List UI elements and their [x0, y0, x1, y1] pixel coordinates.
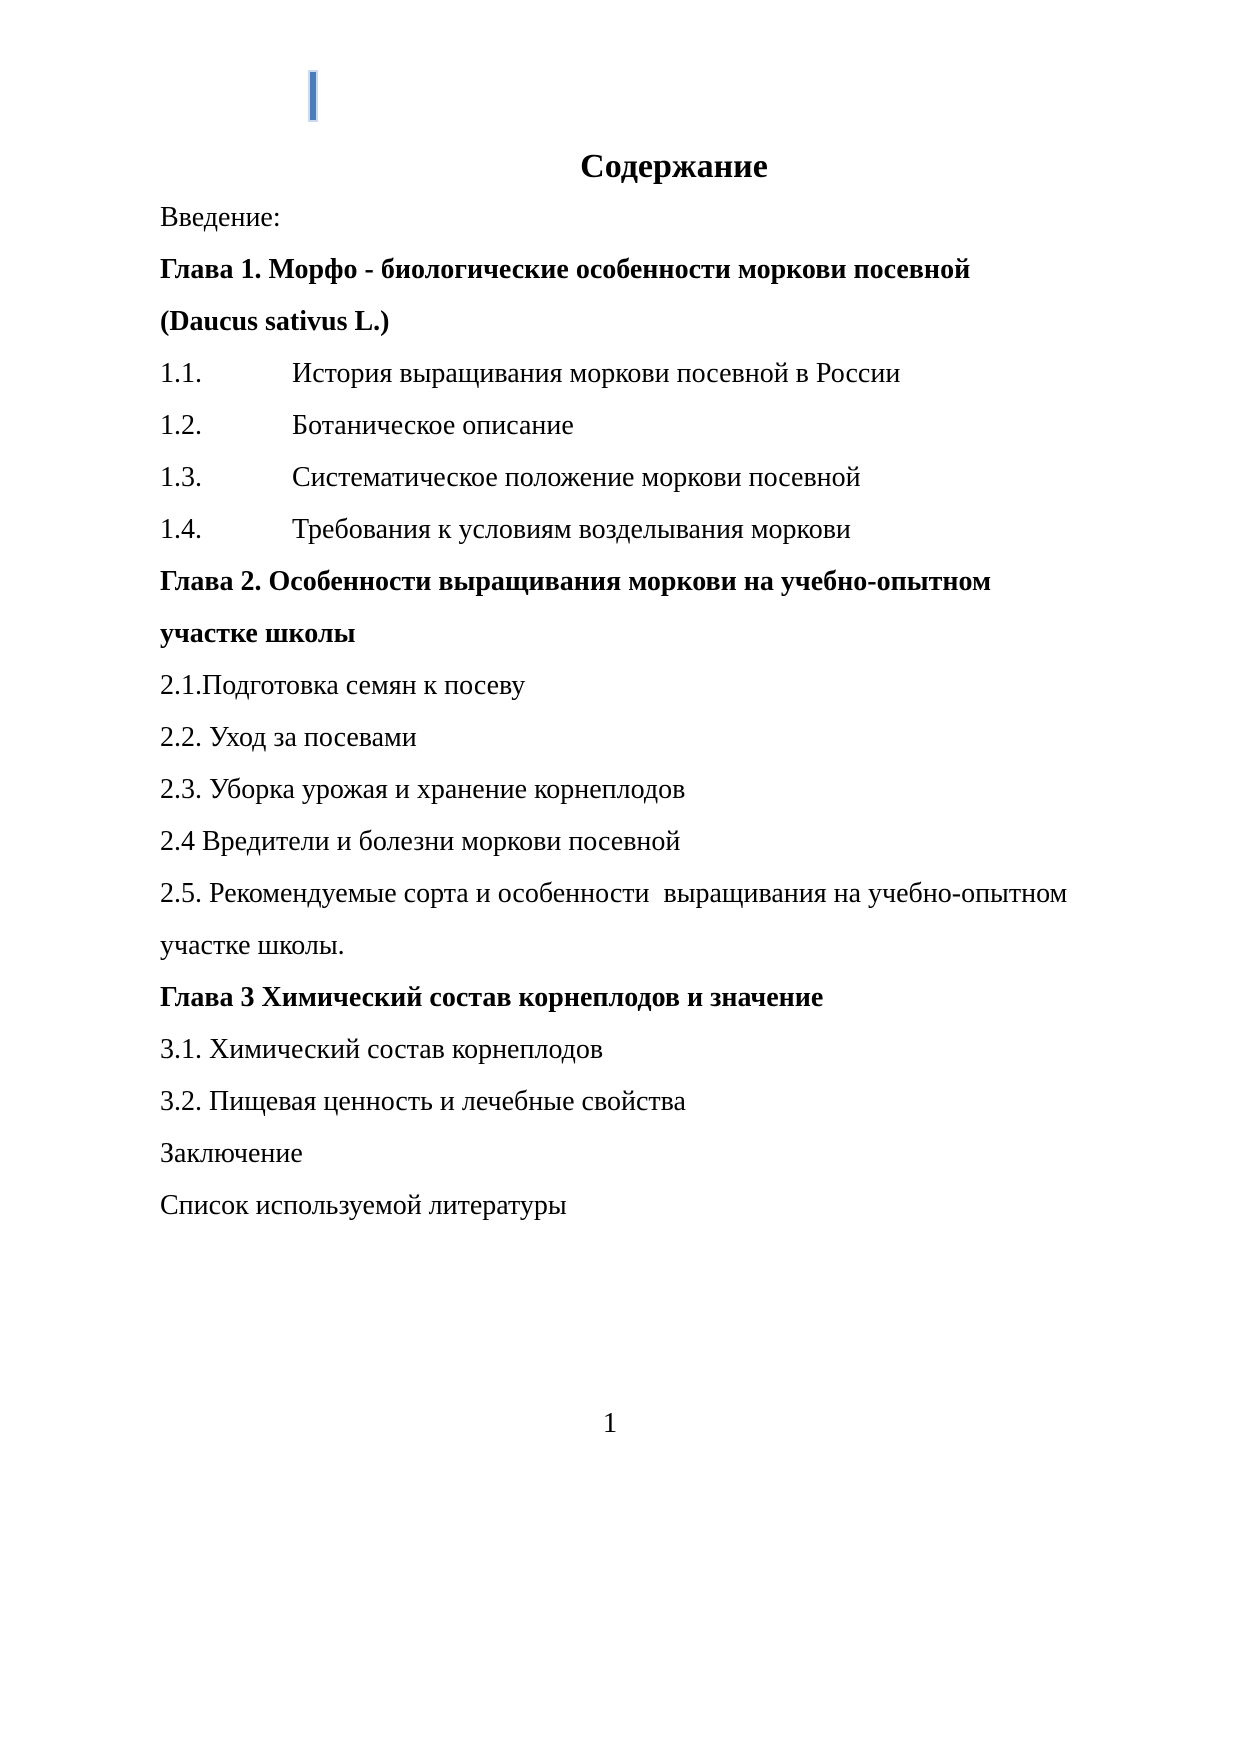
toc-line-1-2[interactable] — [160, 400, 1060, 452]
toc-item-number: 1.1. — [160, 358, 202, 389]
toc-line-2-2[interactable]: 2.2. Уход за посевами — [160, 722, 417, 753]
toc-item-text: История выращивания моркови посевной в России — [292, 358, 901, 389]
toc-line-1-3[interactable] — [160, 452, 1060, 504]
toc-line-chapter-3[interactable]: Глава 3 Химический состав корнеплодов и значение — [160, 982, 824, 1013]
toc-line-chapter-2[interactable]: Глава 2. Особенности выращивания моркови на учебно-опытном — [160, 566, 992, 597]
toc-line-1-4[interactable] — [160, 504, 1060, 556]
toc-line-2-5-cont[interactable]: участке школы. — [160, 930, 345, 961]
toc-item-number: 1.3. — [160, 462, 202, 493]
toc-line-chapter-2-cont[interactable]: участке школы — [160, 618, 356, 649]
text-cursor-caret — [310, 72, 316, 120]
toc-line-1-1[interactable] — [160, 348, 1060, 400]
toc-line-chapter-1[interactable]: Глава 1. Морфо - биологические особенности моркови посевной — [160, 254, 971, 285]
toc-item-text: Требования к условиям возделывания моркови — [292, 514, 851, 545]
toc-line-bibliography[interactable]: Список используемой литературы — [160, 1190, 567, 1221]
toc-item-number: 1.4. — [160, 514, 202, 545]
page-title: Содержание — [580, 148, 768, 185]
toc-item-text: Систематическое положение моркови посевной — [292, 462, 861, 493]
toc-line-conclusion[interactable]: Заключение — [160, 1138, 303, 1169]
toc-item-number: 1.2. — [160, 410, 202, 441]
page-number: 1 — [602, 1407, 618, 1439]
toc-line-3-1[interactable]: 3.1. Химический состав корнеплодов — [160, 1034, 604, 1065]
toc-line-2-1[interactable]: 2.1.Подготовка семян к посеву — [160, 670, 526, 701]
document-content — [160, 142, 1068, 1232]
toc-line-3-2[interactable]: 3.2. Пищевая ценность и лечебные свойства — [160, 1086, 686, 1117]
toc-line-chapter-1-latin[interactable]: (Daucus sativus L.) — [160, 306, 390, 337]
toc-line-introduction[interactable]: Введение: — [160, 202, 281, 233]
toc-line-2-5[interactable]: 2.5. Рекомендуемые сорта и особенности выращивания на учебно-опытном — [160, 878, 1068, 909]
toc-line-2-3[interactable]: 2.3. Уборка урожая и хранение корнеплодов — [160, 774, 686, 805]
toc-item-text: Ботаническое описание — [292, 410, 574, 441]
toc-line-2-4[interactable]: 2.4 Вредители и болезни моркови посевной — [160, 826, 681, 857]
